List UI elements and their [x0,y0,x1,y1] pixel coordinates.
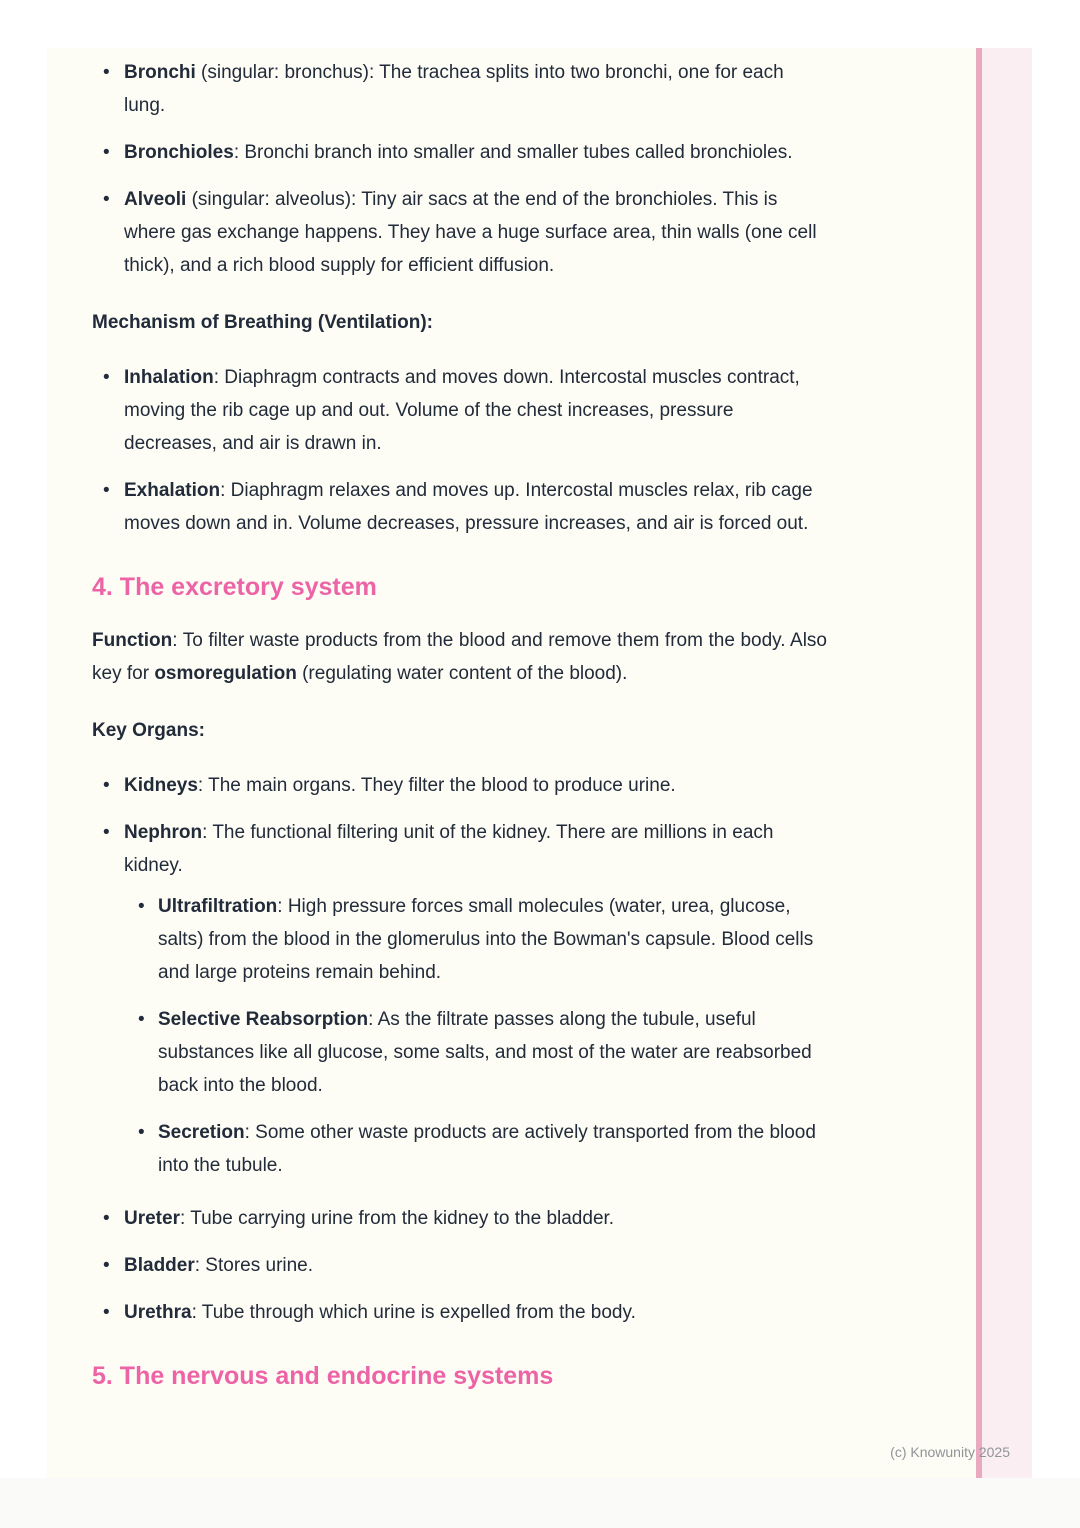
bullet-body: : Stores urine. [194,1255,314,1276]
bullet-inhalation [92,361,827,460]
bullet-text [124,183,827,282]
bullet-bronchi [92,56,827,122]
bullet-marker: • [103,367,110,388]
bullet-body: : Tube carrying urine from the kidney to the bladder. [179,1208,615,1229]
section-heading-nervous: 5. The nervous and endocrine systems [92,1362,554,1390]
bullet-text [124,474,827,540]
function-paragraph [92,624,827,690]
bullet-urethra [92,1296,827,1329]
bullet-text [124,1249,827,1282]
bullet-marker: • [138,896,145,917]
bullet-text [158,890,827,989]
bullet-body: (singular: alveolus): Tiny air sacs at the end of the bronchioles. This is where gas exchange happens. They have a huge surface area, thin walls (one cell thick), and a rich blood supply for efficient diffusion. [124,189,817,276]
bullet-body: (singular: bronchus): The trachea splits into two bronchi, one for each lung. [124,62,784,116]
bullet-bladder [92,1249,827,1282]
watermark: (c) Knowunity 2025 [890,1444,1010,1460]
term-urethra: Urethra [124,1302,192,1323]
bullet-body: : The main organs. They filter the blood to produce urine. [197,775,676,796]
term-kidneys: Kidneys [124,775,198,796]
term-selective-reabsorption: Selective Reabsorption [158,1009,369,1030]
bullet-text [124,816,827,882]
pink-edge-stripe [976,48,1032,1478]
term-alveoli: Alveoli [124,189,187,210]
bullet-bronchioles [92,136,827,169]
bullet-marker: • [103,1302,110,1323]
bottom-margin-band [0,1478,1080,1528]
bullet-marker: • [103,62,110,83]
section-heading-excretory: 4. The excretory system [92,573,377,601]
bullet-body: : Tube through which urine is expelled from the body. [191,1302,636,1323]
bullet-marker: • [103,1208,110,1229]
bullet-marker: • [103,1255,110,1276]
document-page [47,48,1032,1478]
term-ureter: Ureter [124,1208,180,1229]
paragraph-text: (regulating water content of the blood). [296,663,628,684]
bullet-kidneys [92,769,827,802]
bullet-nephron [92,816,827,882]
bullet-secretion [92,1116,827,1182]
bullet-body: : Some other waste products are actively transported from the blood into the tubule. [158,1122,816,1176]
bullet-marker: • [103,480,110,501]
bullet-body: : High pressure forces small molecules (water, urea, glucose, salts) from the blood in the glomerulus into the Bowman's capsule. Blood cells and large proteins remain behind. [158,896,814,983]
bullet-marker: • [103,822,110,843]
bullet-marker: • [138,1009,145,1030]
bullet-marker: • [103,775,110,796]
bullet-text [124,1296,827,1329]
bullet-text [124,136,827,169]
page-content [92,56,827,1393]
bullet-body: : As the filtrate passes along the tubule, useful substances like all glucose, some salts, and most of the water are reabsorbed back into the blood. [158,1009,812,1096]
bullet-text [124,56,827,122]
bullet-text [158,1116,827,1182]
bullet-body: : Diaphragm relaxes and moves up. Intercostal muscles relax, rib cage moves down and in. Volume decreases, pressure increases, and air is forced out. [124,480,813,534]
term-bronchi: Bronchi [124,62,196,83]
bullet-exhalation [92,474,827,540]
term-inhalation: Inhalation [124,367,214,388]
term-osmoregulation: osmoregulation [154,663,297,684]
bullet-body: : The functional filtering unit of the kidney. There are millions in each kidney. [124,822,774,876]
bullet-text [124,361,827,460]
bullet-marker: • [103,189,110,210]
mechanism-heading: Mechanism of Breathing (Ventilation): [92,312,433,333]
bullet-text [124,1202,827,1235]
term-function: Function [92,630,173,651]
term-ultrafiltration: Ultrafiltration [158,896,278,917]
bullet-text [124,769,827,802]
term-secretion: Secretion [158,1122,245,1143]
term-exhalation: Exhalation [124,480,221,501]
bullet-marker: • [138,1122,145,1143]
bullet-marker: • [103,142,110,163]
bullet-text [158,1003,827,1102]
term-nephron: Nephron [124,822,203,843]
bullet-selective-reabsorption [92,1003,827,1102]
bullet-body: : Diaphragm contracts and moves down. Intercostal muscles contract, moving the rib cage up and out. Volume of the chest increases, pressure decreases, and air is drawn in. [124,367,800,454]
bullet-ureter [92,1202,827,1235]
term-bronchioles: Bronchioles [124,142,234,163]
paragraph-text: : To filter waste products from the blood and remove them from the body. Also key for [92,630,827,684]
bullet-ultrafiltration [92,890,827,989]
term-bladder: Bladder [124,1255,195,1276]
bullet-alveoli [92,183,827,282]
bullet-body: : Bronchi branch into smaller and smaller tubes called bronchioles. [233,142,793,163]
key-organs-heading: Key Organs: [92,720,205,741]
